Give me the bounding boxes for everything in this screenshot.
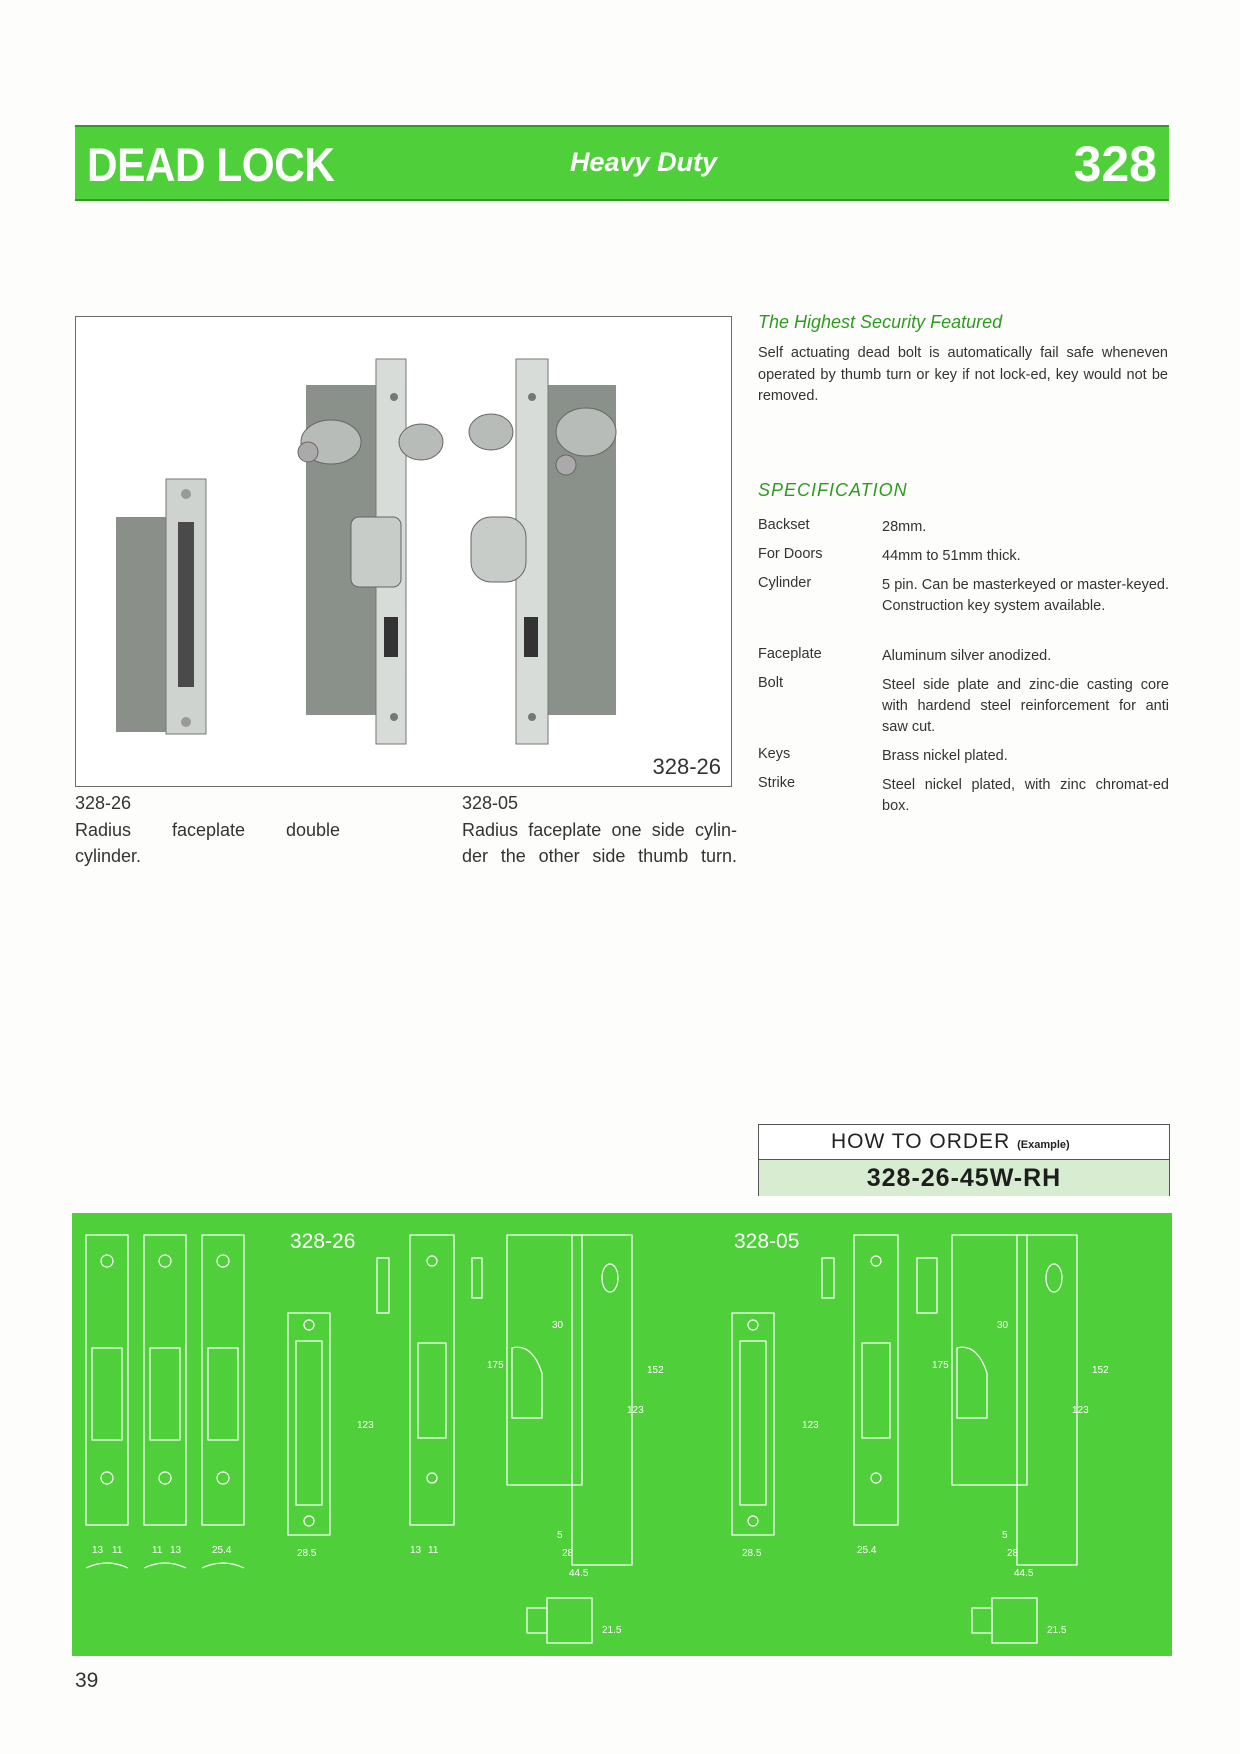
spec-value: Brass nickel plated. [882, 748, 1008, 764]
dimension-label: 13 [170, 1545, 182, 1556]
lock-illustration [76, 317, 731, 786]
technical-drawings [72, 1213, 1172, 1656]
dimension-label: 13 [410, 1545, 422, 1556]
dimension-label: 5 [557, 1530, 563, 1541]
dimension-label: 5 [1002, 1530, 1008, 1541]
dimension-label: 152 [1092, 1365, 1109, 1376]
dimension-label: 21.5 [1047, 1625, 1067, 1636]
spec-label: Cylinder [758, 575, 812, 591]
spec-label: Backset [758, 517, 810, 533]
dimension-label: 28 [1007, 1548, 1019, 1559]
dimension-label: 44.5 [1014, 1568, 1034, 1579]
description-word: cylinder. [75, 846, 142, 866]
product-description-328-26 [75, 817, 340, 869]
features-heading: The Highest Security Featured [758, 312, 1003, 332]
specification-heading: SPECIFICATION [758, 480, 908, 500]
lock-328-26-illustration [298, 359, 443, 744]
dimension-label: 123 [802, 1420, 819, 1431]
page-number: 39 [75, 1669, 99, 1692]
header-banner [75, 125, 1169, 201]
lock-328-05-illustration [469, 359, 616, 744]
spec-value: Steel nickel plated, with zinc chromat-ed box. [882, 777, 1169, 814]
product-model-328-05: 328-05 [462, 793, 519, 813]
drawing-lines [72, 1213, 1172, 1656]
photo-caption: 328-26 [652, 754, 721, 779]
page-subtitle: Heavy Duty [570, 147, 718, 177]
spec-value: 44mm to 51mm thick. [882, 548, 1021, 564]
dimension-label: 25.4 [212, 1545, 232, 1556]
dimension-label: 30 [997, 1320, 1009, 1331]
features-body: Self actuating dead bolt is automatically fail safe wheneven operated by thumb turn or key if not lock-ed, key would not be removed. [758, 345, 1168, 404]
dimension-label: 28.5 [742, 1548, 762, 1559]
spec-value: Aluminum silver anodized. [882, 648, 1052, 664]
order-code: 328-26-45W-RH [866, 1164, 1062, 1192]
drawing-label-328-26: 328-26 [290, 1230, 356, 1253]
dimension-label: 123 [357, 1420, 374, 1431]
spec-value: Steel side plate and zinc-die casting core with hardend steel reinforcement for anti saw cut. [882, 677, 1169, 735]
dimension-label: 175 [487, 1360, 504, 1371]
dimension-label: 30 [552, 1320, 564, 1331]
dimension-label: 21.5 [602, 1625, 622, 1636]
spec-label: Bolt [758, 675, 783, 691]
page-title: DEAD LOCK [87, 138, 335, 191]
description-word: Radius [75, 820, 132, 840]
description-word: faceplate [171, 820, 246, 840]
spec-label: For Doors [758, 546, 823, 562]
spec-label: Strike [758, 775, 796, 791]
description-line: der the other side thumb turn. [462, 846, 737, 866]
description-word: double [285, 820, 340, 840]
strike-illustration [116, 479, 206, 734]
description-line: Radius faceplate one side cylin- [462, 820, 737, 840]
model-number: 328 [1073, 136, 1157, 192]
example-tag: (Example) [1017, 1139, 1070, 1151]
dimension-label: 13 [92, 1545, 104, 1556]
spec-value: 5 pin. Can be masterkeyed or master-keyed. Construction key system available. [882, 577, 1169, 614]
product-photo [75, 316, 732, 787]
how-to-order-label: HOW TO ORDER [831, 1130, 1011, 1153]
dimension-label: 11 [428, 1545, 439, 1556]
spec-value: 28mm. [882, 519, 927, 535]
spec-label: Keys [758, 746, 791, 762]
how-to-order-title [831, 1130, 1070, 1154]
dimension-label: 11 [112, 1545, 123, 1556]
dimension-label: 25.4 [857, 1545, 877, 1556]
dimension-label: 44.5 [569, 1568, 589, 1579]
dimension-label: 152 [647, 1365, 664, 1376]
dimension-label: 123 [1072, 1405, 1089, 1416]
product-model-328-26: 328-26 [75, 793, 132, 813]
dimension-label: 11 [152, 1545, 163, 1556]
spec-label: Faceplate [758, 646, 822, 662]
dimension-label: 175 [932, 1360, 949, 1371]
drawing-label-328-05: 328-05 [734, 1230, 800, 1253]
dimension-label: 123 [627, 1405, 644, 1416]
product-description-328-05 [462, 817, 737, 869]
dimension-label: 28 [562, 1548, 574, 1559]
order-code-band [759, 1159, 1169, 1196]
dimension-label: 28.5 [297, 1548, 317, 1559]
how-to-order-box [758, 1124, 1170, 1196]
